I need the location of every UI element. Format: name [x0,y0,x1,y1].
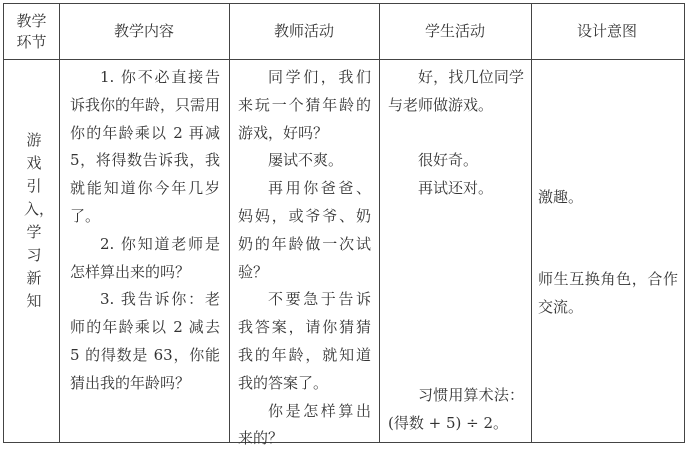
header-teacher: 教师活动 [273,22,334,40]
student-paragraph: 习惯用算术法：(得数 + 5) ÷ 2。 [388,386,524,432]
design-cell [538,184,678,212]
design-paragraph: 师生互换角色，合作交流。 [538,270,678,316]
teacher-paragraph: 不要急于告诉我答案，请你猜猜我的年龄，就知道我的答案了。 [238,290,371,392]
column-divider [531,4,532,442]
content-cell [70,64,220,398]
column-divider [59,4,60,442]
design-paragraph: 激趣。 [538,188,584,206]
header-stage: 教学环节 [16,11,47,51]
student-cell [388,64,524,203]
content-paragraph: 2. 你知道老师是怎样算出来的吗？ [70,234,220,281]
teacher-paragraph: 你是怎样算出来的？ [238,401,371,448]
column-divider [229,4,230,442]
content-paragraph: 3. 我告诉你：老师的年龄乘以 2 减去 5 的得数是 63，你能猜出我的年龄吗？ [70,290,220,392]
stage-label: 游戏引入，学习新知 [24,131,55,310]
student-paragraph: 好，找几位同学与老师做游戏。 [388,68,524,114]
teacher-paragraph: 再用你爸爸、妈妈，或爷爷、奶奶的年龄做一次试验？ [238,179,371,281]
student-paragraph: 再试还对。 [418,179,494,198]
student-cell-bottom [388,382,524,438]
header-student: 学生活动 [424,22,485,40]
student-paragraph: 很好奇。 [418,151,479,170]
header-content: 教学内容 [113,22,174,40]
design-cell-2 [538,266,678,322]
header-design: 设计意图 [576,22,637,40]
column-divider [379,4,380,442]
header-divider [4,59,684,60]
content-paragraph: 1. 你不必直接告诉我你的年龄，只需用你的年龄乘以 2 再减 5，将得数告诉我，我就能知道你今年几岁了。 [70,68,221,225]
teacher-paragraph: 同学们，我们来玩一个猜年龄的游戏，好吗？ [238,68,371,142]
teacher-paragraph: 屡试不爽。 [268,151,344,170]
lesson-plan-table [3,3,685,448]
teacher-cell [238,64,371,453]
